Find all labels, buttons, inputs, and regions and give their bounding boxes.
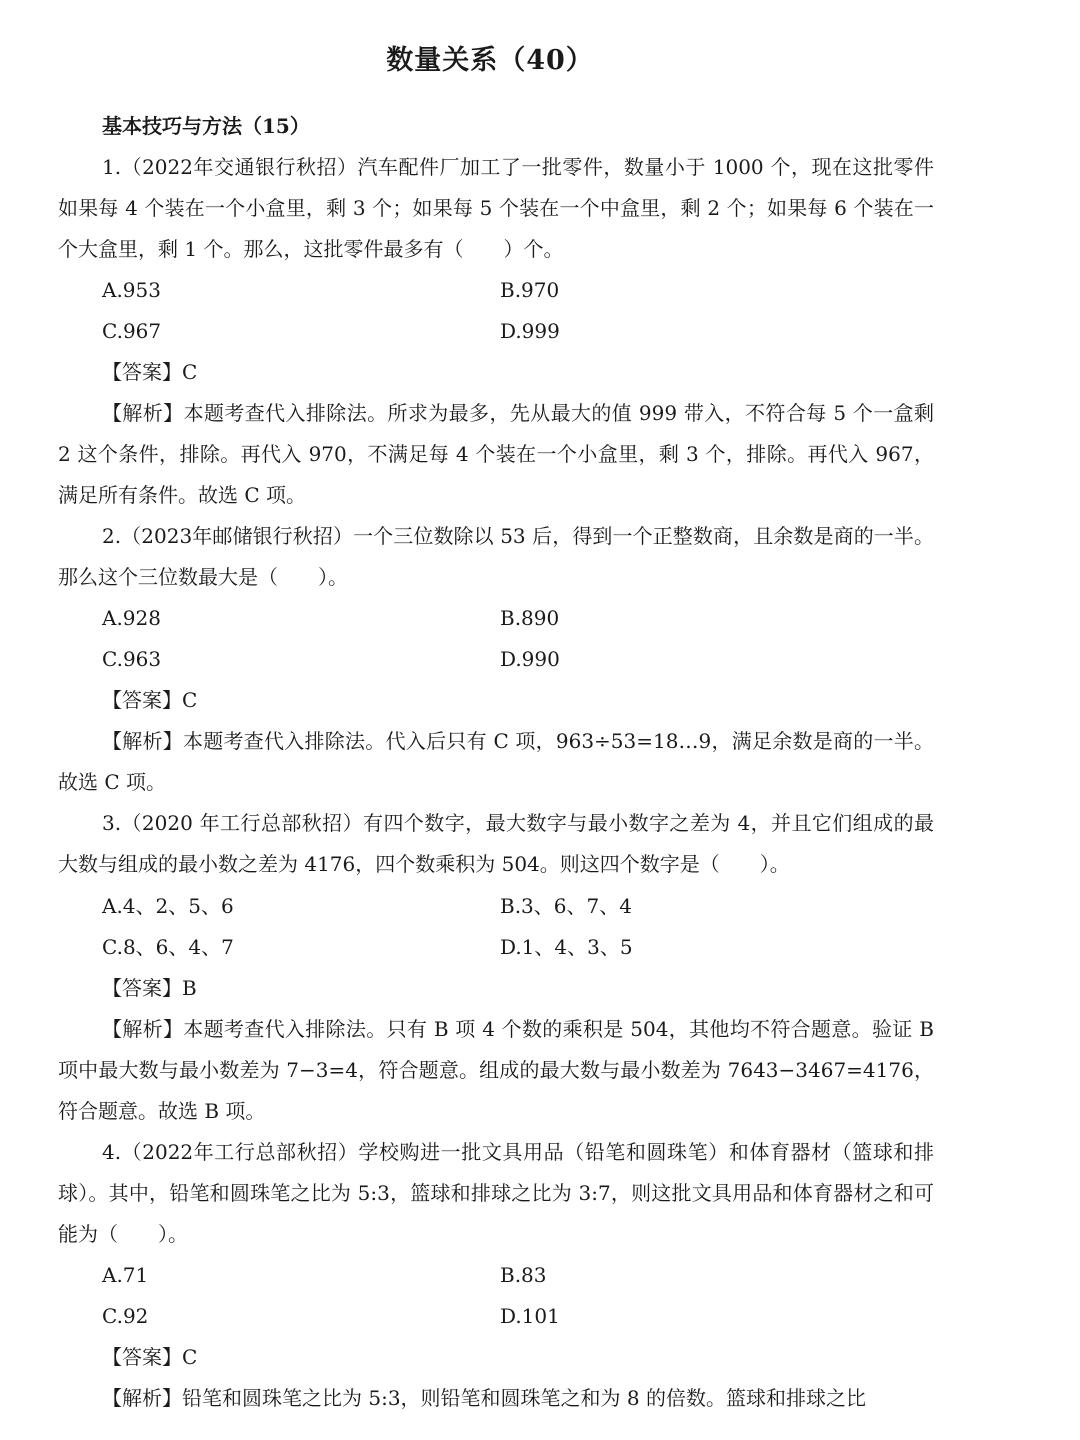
- question-1-option-a: A.953: [102, 278, 161, 302]
- question-2-option-a: A.928: [102, 606, 161, 630]
- question-4-option-c: C.92: [102, 1304, 149, 1328]
- section-heading: 基本技巧与方法（15）: [102, 114, 310, 138]
- question-4-option-d: D.101: [500, 1304, 560, 1328]
- question-1-explanation: 【解析】本题考查代入排除法。所求为最多，先从最大的值 999 带入，不符合每 5 个一盒剩 2 这个条件，排除。再代入 970，不满足每 4 个装在一个小盒里，剩 3 个，排除。再代入 967，满足所有条件。故选 C 项。: [58, 401, 934, 507]
- question-3-option-c: C.8、6、4、7: [102, 935, 234, 959]
- question-3-option-a: A.4、2、5、6: [102, 894, 234, 918]
- question-2-option-b: B.890: [500, 606, 560, 630]
- question-1-stem: 1.（2022年交通银行秋招）汽车配件厂加工了一批零件，数量小于 1000 个，现在这批零件如果每 4 个装在一个小盒里，剩 3 个；如果每 5 个装在一个中盒里，剩 2 个；如果每 6 个装在一个大盒里，剩 1 个。那么，这批零件最多有（ ）个。: [58, 155, 934, 261]
- question-3-option-b: B.3、6、7、4: [500, 894, 632, 918]
- question-3-explanation: 【解析】本题考查代入排除法。只有 B 项 4 个数的乘积是 504，其他均不符合题意。验证 B 项中最大数与最小数差为 7−3=4，符合题意。组成的最大数与最小数差为 7643−3467=4176，符合题意。故选 B 项。: [58, 1017, 934, 1123]
- question-4-option-b: B.83: [500, 1263, 547, 1287]
- question-3-stem: 3.（2020 年工行总部秋招）有四个数字，最大数字与最小数字之差为 4，并且它们组成的最大数与组成的最小数之差为 4176，四个数乘积为 504。则这四个数字是（ ）。: [58, 811, 934, 876]
- question-2-option-c: C.963: [102, 647, 162, 671]
- question-3-option-d: D.1、4、3、5: [500, 935, 633, 959]
- question-4-option-a: A.71: [102, 1263, 149, 1287]
- question-1-answer: 【答案】C: [102, 360, 198, 384]
- question-4-answer: 【答案】C: [102, 1345, 198, 1369]
- question-3-answer: 【答案】B: [102, 976, 197, 1000]
- question-2-answer: 【答案】C: [102, 688, 198, 712]
- question-1-option-b: B.970: [500, 278, 560, 302]
- question-1-option-d: D.999: [500, 319, 560, 343]
- question-4-stem: 4.（2022年工行总部秋招）学校购进一批文具用品（铅笔和圆珠笔）和体育器材（篮球和排球）。其中，铅笔和圆珠笔之比为 5:3，篮球和排球之比为 3:7，则这批文具用品和体育器材之和可能为（ ）。: [58, 1140, 934, 1246]
- question-2-stem: 2.（2023年邮储银行秋招）一个三位数除以 53 后，得到一个正整数商，且余数是商的一半。那么这个三位数最大是（ ）。: [58, 524, 934, 589]
- question-1-option-c: C.967: [102, 319, 162, 343]
- question-2-option-d: D.990: [500, 647, 560, 671]
- question-2-explanation: 【解析】本题考查代入排除法。代入后只有 C 项，963÷53=18…9，满足余数是商的一半。故选 C 项。: [58, 729, 934, 794]
- page-title: 数量关系（40）: [386, 45, 594, 76]
- question-4-explanation: 【解析】铅笔和圆珠笔之比为 5:3，则铅笔和圆珠笔之和为 8 的倍数。篮球和排球之比: [102, 1386, 866, 1410]
